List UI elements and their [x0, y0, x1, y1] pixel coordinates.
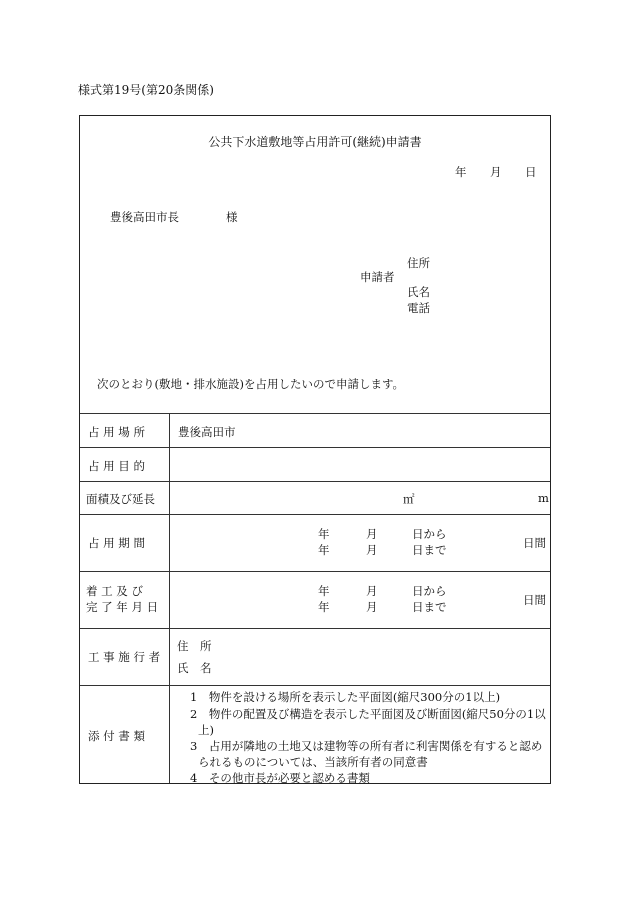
construction-from-year: 年	[318, 584, 330, 598]
period-until-year: 年	[318, 543, 330, 557]
period-label: 占 用 期 間	[88, 536, 145, 550]
row-divider	[80, 571, 550, 572]
row-divider	[80, 481, 550, 482]
row-divider	[80, 447, 550, 448]
contractor-name-label: 氏 名	[177, 661, 212, 675]
column-divider	[169, 413, 170, 783]
contractor-address-label: 住 所	[177, 639, 212, 653]
period-days: 日間	[523, 536, 546, 550]
attachment-item: 上)	[198, 723, 214, 737]
construction-from-day: 日から	[412, 584, 447, 598]
date-month: 月	[490, 165, 502, 179]
length-unit-m: m	[538, 491, 549, 505]
construction-label-line2: 完 了 年 月 日	[86, 600, 159, 614]
date-year: 年	[455, 165, 467, 179]
applicant-label: 申請者	[360, 270, 395, 284]
period-from-month: 月	[366, 527, 378, 541]
construction-until-year: 年	[318, 600, 330, 614]
period-until-month: 月	[366, 543, 378, 557]
construction-label-line1: 着 工 及 び	[86, 584, 143, 598]
attachment-item: 1 物件を設ける場所を表示した平面図(縮尺300分の1以上)	[190, 690, 501, 704]
row-divider	[80, 413, 550, 414]
construction-until-month: 月	[366, 600, 378, 614]
attachments-label: 添 付 書 類	[88, 729, 145, 743]
construction-until-day: 日まで	[412, 600, 447, 614]
area-unit-sqm: ㎡	[403, 492, 415, 506]
attachment-item: 2 物件の配置及び構造を表示した平面図及び断面図(縮尺50分の1以	[190, 707, 546, 721]
purpose-label: 占 用 目 的	[88, 459, 145, 473]
attachment-item: られるものについては、当該所有者の同意書	[198, 755, 428, 769]
row-divider	[80, 514, 550, 515]
applicant-address-label: 住所	[407, 256, 430, 270]
form-title: 公共下水道敷地等占用許可(継続)申請書	[208, 135, 422, 149]
period-until-day: 日まで	[412, 543, 447, 557]
attachment-item: 3 占用が隣地の土地又は建物等の所有者に利害関係を有すると認め	[190, 739, 543, 753]
row-divider	[80, 685, 550, 686]
attachment-item: 4 その他市長が必要と認める書類	[190, 771, 370, 785]
construction-days: 日間	[523, 593, 546, 607]
period-from-year: 年	[318, 527, 330, 541]
applicant-phone-label: 電話	[407, 301, 430, 315]
application-form	[79, 115, 551, 784]
date-day: 日	[525, 165, 537, 179]
area-label: 面積及び延長	[86, 492, 155, 506]
period-from-day: 日から	[412, 527, 447, 541]
place-value: 豊後高田市	[178, 425, 236, 439]
row-divider	[80, 628, 550, 629]
form-number: 様式第19号(第20条関係)	[78, 83, 214, 97]
place-label: 占 用 場 所	[88, 425, 145, 439]
addressee-name: 豊後高田市長	[110, 210, 179, 224]
addressee-honorific: 様	[226, 210, 238, 224]
request-text: 次のとおり(敷地・排水施設)を占用したいので申請します。	[97, 377, 405, 391]
applicant-name-label: 氏名	[407, 285, 430, 299]
contractor-label: 工 事 施 行 者	[88, 650, 161, 664]
construction-from-month: 月	[366, 584, 378, 598]
